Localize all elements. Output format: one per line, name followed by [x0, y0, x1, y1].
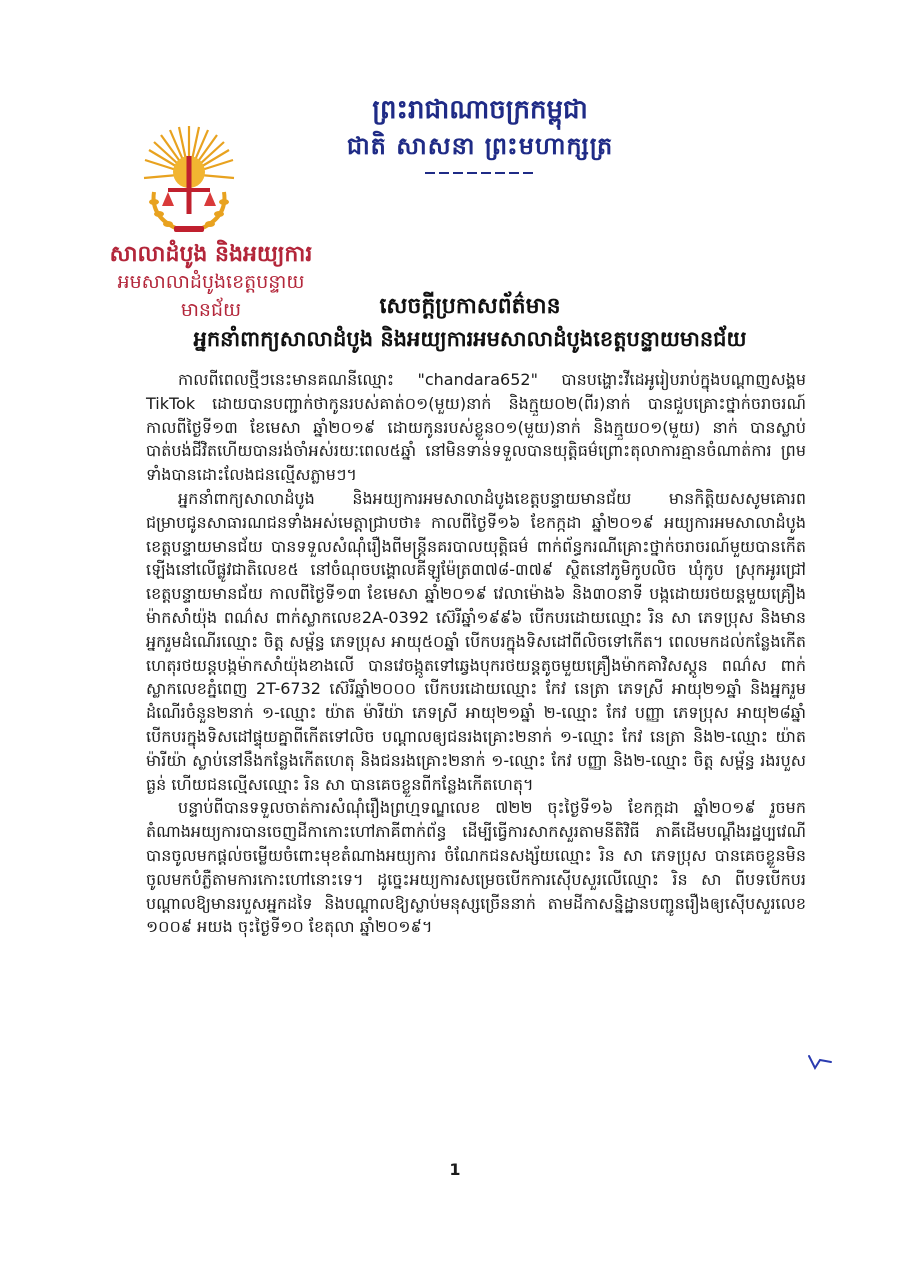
- body-paragraph-2: អ្នកនាំពាក្យសាលាដំបូង និងអយ្យការអមសាលាដំបូងខេត្តបន្ទាយមានជ័យ មានកិត្តិយសសូមគោរពជម្រាបជូនសាធារណជនទាំងអស់មេត្តាជ្រាបថា៖ កាលពីថ្ងៃទី១៦ ខែកក្កដា ឆ្នាំ២០១៩ អយ្យការអមសាលាដំបូងខេត្តបន្ទាយមានជ័យ បានទទួលសំណុំរឿងពីមន្ត្រីនគរបាលយុត្តិធម៌ ពាក់ព័ន្ធករណីគ្រោះថ្នាក់ចរាចរណ៍មួយបានកើតឡើងនៅលើផ្លូវជាតិលេខ៥ នៅចំណុចបង្គោលគីឡូម៉ែត្រ៣៧៨-៣៧៩ ស្ថិតនៅភូមិកូបលិច ឃុំកូប ស្រុកអូរជ្រៅ ខេត្តបន្ទាយមានជ័យ កាលពីថ្ងៃទី១៣ ខែមេសា ឆ្នាំ២០១៩ វេលាម៉ោង៦ និង៣០នាទី បង្កដោយរថយន្តមួយគ្រឿង ម៉ាកសាំយ៉ុង ពណ៌ស ពាក់ស្លាកលេខ2A-0392 ស៊េរីឆ្នាំ១៩៩៦ បើកបរដោយឈ្មោះ រិន សា ភេទប្រុស និងមានអ្នករួមដំណើរឈ្មោះ ចិត្ត សម្ព័ន្ធ ភេទប្រុស អាយុ៥០ឆ្នាំ បើកបរក្នុងទិសដៅពីលិចទៅកើត។ ពេលមកដល់កន្លែងកើតហេតុរថយន្តបង្កម៉ាកសាំយ៉ុងខាងលើ បានវេចង្កូតទៅឆ្វេងបុករថយន្តតូចមួយគ្រឿងម៉ាកគាវិសស្តូន ពណ៌ស ពាក់ស្លាកលេខភ្នំពេញ 2T-6732 ស៊េរីឆ្នាំ២០០០ បើកបរដោយឈ្មោះ កែវ នេត្រា ភេទស្រី អាយុ២១ឆ្នាំ និងអ្នករួមដំណើរចំនួន២នាក់ ១-ឈ្មោះ យ៉ាត ម៉ារីយ៉ា ភេទស្រី អាយុ២១ឆ្នាំ ២-ឈ្មោះ កែវ បញ្ញា ភេទប្រុស អាយុ២៨ឆ្នាំ បើកបរក្នុងទិសដៅផ្ទុយគ្នាពីកើតទៅលិច បណ្តាលឲ្យជនរងគ្រោះ២នាក់ ១-ឈ្មោះ កែវ នេត្រា និង២-ឈ្មោះ យ៉ាត ម៉ារីយ៉ា ស្លាប់នៅនឹងកន្លែងកើតហេតុ និងជនរងគ្រោះ២នាក់ ១-ឈ្មោះ កែវ បញ្ញា និង២-ឈ្មោះ ចិត្ត សម្ព័ន្ធ រងរបួសធ្ងន់ ហើយជនល្មើសឈ្មោះ រិន សា បានគេចខ្លួនពីកន្លែងកើតហេតុ។: [146, 488, 806, 794]
- header-divider: [425, 170, 535, 176]
- handwritten-mark-icon: [806, 1050, 834, 1072]
- announcement-body: [146, 368, 806, 939]
- body-paragraph-3: បន្ទាប់ពីបានទទួលចាត់ការសំណុំរឿងព្រហ្មទណ្ឌលេខ ៧២២ ចុះថ្ងៃទី១៦ ខែកក្កដា ឆ្នាំ២០១៩ រួចមក តំណាងអយ្យការបានចេញដីកាកោះហៅភាគីពាក់ព័ន្ធ ដើម្បីធ្វើការសាកសួរតាមនីតិវិធី ភាគីដើមបណ្តឹងរដ្ឋប្បវេណីបានចូលមកផ្តល់ចម្លើយចំពោះមុខតំណាងអយ្យការ ចំណែកជនសង្ស័យឈ្មោះ រិន សា ភេទប្រុស បានគេចខ្លួនមិនចូលមកបំភ្លឺតាមការកោះហៅនោះទេ។ ដូច្នេះអយ្យការសម្រេចបើកការស៊ើបសួរលើឈ្មោះ រិន សា ពីបទបើកបរបណ្តាលឱ្យមានរបួសអ្នកដទៃ និងបណ្តាលឱ្យស្លាប់មនុស្សច្រើននាក់ តាមដីកាសន្និដ្ឋានបញ្ជូនរឿងឲ្យស៊ើបសួរលេខ ១០០៩ អយង ចុះថ្ងៃទី១០ ខែតុលា ឆ្នាំ២០១៩។: [146, 798, 806, 937]
- body-paragraph-1: កាលពីពេលថ្មីៗនេះមានគណនីឈ្មោះ "chandara652" បានបង្ហោះវីដេអូរៀបរាប់ក្នុងបណ្តាញសង្គម TikTok ដោយបានបញ្ជាក់ថាកូនរបស់គាត់០១(មួយ)នាក់ និងក្មួយ០២(ពីរ)នាក់ បានជួបគ្រោះថ្នាក់ចរាចរណ៍កាលពីថ្ងៃទី១៣ ខែមេសា ឆ្នាំ២០១៩ ដោយកូនរបស់ខ្លួន០១(មួយ)នាក់ និងក្មួយ០១(មួយ) នាក់ បានស្លាប់បាត់បង់ជីវិតហើយបានរង់ចាំអស់រយៈពេល៥ឆ្នាំ នៅមិនទាន់ទទួលបានយុត្តិធម៌ព្រោះតុលាការគ្មានចំណាត់ការ ព្រមទាំងបានដោះលែងជនល្មើសភ្លាមៗ។: [146, 370, 806, 485]
- kingdom-header: [300, 92, 660, 176]
- kingdom-title: ព្រះរាជាណាចក្រកម្ពុជា: [372, 95, 588, 125]
- announcement-title-line1: សេចក្តីប្រកាសព័ត៌មាន: [379, 293, 561, 319]
- announcement-title: [120, 290, 820, 356]
- page-number: 1: [449, 1160, 461, 1179]
- court-subtitle: អមសាលាដំបូងខេត្តបន្ទាយមានជ័យ: [117, 271, 305, 321]
- court-emblem-icon: [140, 122, 238, 240]
- announcement-title-line2: អ្នកនាំពាក្យសាលាដំបូង និងអយ្យការអមសាលាដំបូងខេត្តបន្ទាយមានជ័យ: [193, 326, 747, 351]
- kingdom-motto: ជាតិ សាសនា ព្រះមហាក្សត្រ: [346, 131, 614, 160]
- court-name: សាលាដំបូង និងអយ្យការ: [109, 241, 313, 267]
